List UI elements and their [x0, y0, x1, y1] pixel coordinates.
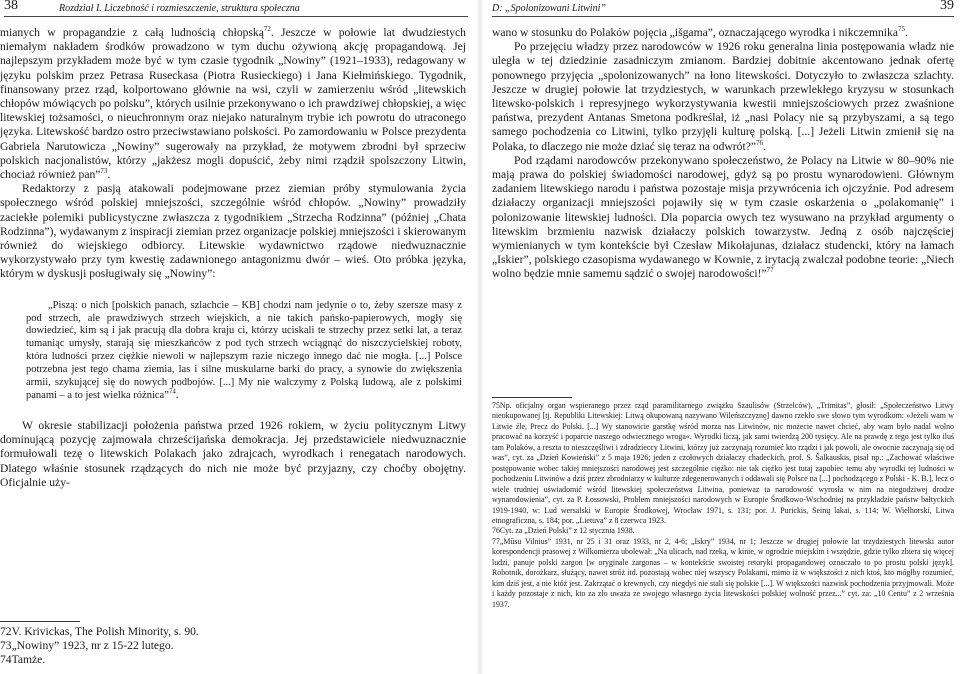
book-gutter [476, 0, 484, 674]
right-paragraph: Pod rządami narodowców przekonywano społeczeństwo, że Polacy na Litwie w 80–90% nie mają prawa do polskiej świadomości narodowej, gdyż są po prostu wynarodowieni. Głównym zadaniem litewskiego narodu i państwa pozostaje misja przywrócenia ich ojczyźnie. Pod adresem działaczy organizacji mniejszości pojawiły się w tym czasie oskarżenia o „polakomanię” i polonizowanie litewskiej ludności. Dla poparcia owych tez wysuwano na przykład argumenty o litewskim brzmieniu nazwisk działaczy polskich towarzystw. Jedną z osób najczęściej wymienianych w tym kontekście był Czesław Mikołajunas, działacz studencki, który na łamach „Iskier”, polskiego czasopisma wydawanego w Kownie, z irytacją zwalczał podobne teorie: „Niech wolno będzie mnie samemu sądzić o swojej narodowości!”$^{77}$ [492, 153, 954, 281]
left-page-number: 38 [4, 0, 18, 13]
footnote-rule [0, 621, 80, 622]
right-page-number: 39 [940, 0, 954, 13]
footnote: 72V. Krivickas, The Polish Minority, s. 90. [0, 625, 199, 638]
footnote-rule [492, 397, 572, 398]
right-paragraph: Po przejęciu władzy przez narodowców w 1926 roku generalna linia postępowania władz nie uległa w tej dziedzinie zasadniczym zmianom. Bardziej dobitnie akcentowano jednak ofertę ponownego przyjęcia „spolonizowanych” na łono litewskości. Dotyczyło to zwłaszcza szlachty. Jeszcze w drugiej połowie lat trzydziestych, w warunkach przewlekłego kryzysu w stosunkach litewsko-polskich i represyjnego wykorzystywania kwestii mniejszościowych przez zwaśnione państwa, prezydent Antanas Smetona podkreślał, iż „nasi Polacy nie są przybyszami, a są tego samego pochodzenia co Litwini, tylko przyjęli kulturę polską. [...] Jeżeli Litwin zmienił się na Polaka, to dlaczego nie może dziać się teraz na odwrót?”$^{76}$. [492, 40, 954, 153]
right-page [488, 0, 958, 674]
left-paragraph: Redaktorzy z pasją atakowali podejmowane przez ziemian próby stymulowania życia społecznego wśród polskiej mniejszości, szczególnie wśród chłopów. „Nowiny” prowadziły zaciekłe polemiki publicystyczne zwłaszcza z tygodnikiem „Strzecha Rodzinna” (później „Chata Rodzinna”), wydawanym z inspiracji ziemian przez organizacje polskiej mniejszości i skierowanym również do wiejskiego odbiorcy. Litewskie wydawnictwo rządowe niedwuznacznie wykorzystywało przy tym kwestię zadawnionego antagonizmu dwór – wieś. Oto próbka języka, którym w dyskusji posługiwały się „Nowiny”: [0, 182, 466, 281]
footnote: 76Cyt. za „Dzień Polski” z 12 stycznia 1938. [492, 526, 635, 536]
left-running-header [4, 2, 468, 17]
left-page [0, 0, 472, 674]
left-page-body [0, 26, 466, 490]
right-footnotes [492, 397, 954, 610]
footnote: 75Np. oficjalny organ wspieranego przez rząd paramilitarnego związku Szaulisów (Strzelców), „Trimitas”, głosił: „Społeczeństwo Litwy nieokupowanej [tj. Republiki Litewskiej: Litwą okupowaną nazywano Wileńszczyznę] dawno rzekło swe słowo tym wyrodkom: »Jeżeli wam w Litwie źle, Precz do Polski. [...] Wy stanowicie garstkę wśród morza nas Litwinów, nic możecie nawet chcieć, aby wam było nadal wolno pracować na korzyść i poparcie naszego odwiecznego wroga«. Wyrodki liczą, jak sami twierdzą 200 tysięcy. Ale na prawdę z tego jest tylko iluś tam Polaków, a reszta to nieszczęśliwi i zdradzieccy Litwini, którzy już zaczynają rozumieć kto rządzi i jak powoli, ale owocnie zaczynają się od was”, cyt. za „Dzień Kowieński” z 5 maja 1926; jeden z czołowych działaczy chadeckich, prof. S. Šalkauskis, pisał np.: „Zachować właściwe postępowanie wobec takiej mniejszości narodowej jest szczególnie ciężko: nie tak ciężko jest tutaj zapobiec temu aby wyrodki tej ludności w pochodzeniu Litwinów a dziś przez zbrodniarzy w kulturze zdegenerowanych i oddawali się Polsce na [...] pochodzącego z Polski - K. B.], lecz o wiele trudniej uświadomić wśród litewskiej społeczeństwa Litwina, poniewaz ta narodowość wyrosła w nim na niegodziwej drodze wynarodowienia”, cyt. za P. Łossowski, Problem mniejszości narodowych w Europie Środkowo-Wschodniej na przykładzie państw bałtyckich 1919-1940, w: Lud wersalski w Europie Środkowej, Wrocław 1971, s. 131; por. J. Purickis, Seinų lakai, s. 114; W. Wielhorski, Litwa etnograficzna, s. 184; por. „Lietuva” z 8 czerwca 1923. [492, 401, 954, 525]
block-quote [0, 300, 466, 403]
right-running-header [492, 2, 954, 17]
footnote: 74Tamże. [0, 653, 46, 667]
right-page-body [492, 26, 954, 282]
right-paragraph: wano w stosunku do Polaków pojęcia „išgama”, oznaczającego wyrodka i nikczemnika$^{75}$. [492, 25, 908, 39]
left-paragraph: mianych w propagandzie z całą ludnością chłopską$^{72}$. Jeszcze w połowie lat dwudziestych niemałym nakładem środków prowadzono w tym duchu ożywioną akcję propagandową. Jej najlepszym przykładem może być w tym czasie tygodnik „Nowiny” (1921–1933), redagowany w języku polskim przez Petrasa Ruseckasa (Piotra Rusieckiego) i Jana Kiełmińskiego. Tygodnik, finansowany przez rząd, kolportowano głównie na wsi, czyli w zamierzeniu wśród „litewskich chłopów mówiących po polsku”, których usilnie przekonywano o ich prawdziwej chłopskiej, a więc litewskiej tożsamości, o nieuchronnym oraz niejako naturalnym trybie ich powrotu do utraconego języka. Litewskość bardzo ostro przeciwstawiano polskości. Po zamordowaniu w Polsce prezydenta Gabriela Narutowicza „Nowiny” sugerowały na przykład, że motywem zbrodni był sprzeciw polskich nacjonalistów, którzy „jakżesz mogli dopuścić, żeby nimi rządził spolszczony Litwin, chociaż również pan”$^{73}$. [0, 25, 466, 182]
left-footnotes [0, 621, 472, 668]
left-paragraph: W okresie stabilizacji położenia państwa przed 1926 rokiem, w życiu politycznym Litwy dominującą pozycję zajmowała chrześcijańska demokracja. Jej przedstawiciele niedwuznacznie formułowali tezę o litewskich Polakach jako zdrajcach, wyrodkach i renegatach narodowych. Dlatego właśnie stosunek rządzących do nich nie może być przyjazny, czy choćby obojętny. Oficjalnie uży- [0, 418, 466, 489]
left-running-head: Rozdział I. Liczebność i rozmieszczenie, struktura społeczna [59, 3, 300, 14]
right-running-head: D: „Spolonizowani Litwini” [492, 3, 606, 14]
footnote: 73„Nowiny” 1923, nr z 15-22 lutego. [0, 639, 174, 653]
footnote: 77„Mūsu Vilnius” 1931, nr 25 i 31 oraz 1933, nr 2, 4-6; „Iskry” 1934, nr 1; Jeszcze w drugiej połowie lat trzydziestych litewski autor korespondencji prasowej z Wilkomierza ubolewał: „Na ulicach, nad rzeką, w kinie, w ogrodzie miejskim i wszędzie, gdzie tylko zbiera się więcej ludzi, panuje polski żargon [w oryginale żargonas – w kontekście swoistej retoryki propagandowej oznaczało to po prostu polski język]. Robotnik, dorożkarz, służący, nawet stróż itd. pozostają wobec niej wszyscy Polakami, mimo iż w większości z nich ktoś, kto mógłby rozumieć, kim dziś jest, a nie któż jest. Zakrzątać o krewnych, czy niegdyś nie stali się polskie [...]. W większości nazwisk pochodzenia przyjmowali. Może i każdy pozostaje z nich, kto za zło uważa ze swojego własnego życia litewskości polskiej wolność przez...” cyt. za: „10 Centu” z 2 września 1937. [492, 536, 954, 609]
quote-text: „Piszą: o nich [polskich panach, szlachcie – KB] chodzi nam jedynie o to, żeby szerszе masy z pod strzech, ale prawdziwych strzech wiejskich, a nie takich pańsko-papierowych, mogły się dowiedzieć, kim są i jak pracują dla dobra kraju ci, którzy uciskali te strzechy przez setki lat, a teraz tumaniąc umysły, starają się mieszkańców z pod tych strzech wciągnąć do niszczycielskiej roboty, która ludności przez ciężkie niewoli w najlepszym razie niczego innego dać nie mogła. [...] Polsce potrzebna jest tego chama ziemia, las i silne muskularne barki do pracy, a synowie do zwiększenia armii, szykującej się do nowych podbojów. [...] My nie walczymy z Polską ludową, ale z polskimi panami – a to jest wielka różnica”$^{74}$. [26, 299, 462, 401]
